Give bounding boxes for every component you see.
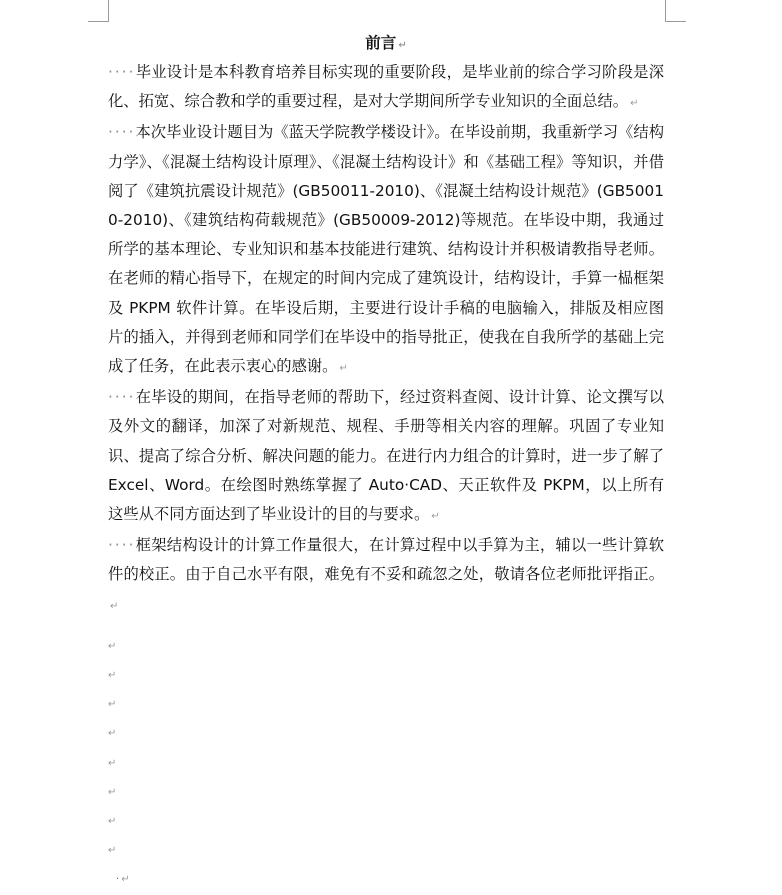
empty-paragraph	[108, 807, 664, 836]
crop-mark-top-right-vertical	[665, 0, 666, 22]
paragraph-mark: ↵	[630, 98, 639, 110]
paragraph-mark: ↵	[121, 874, 130, 886]
indent-marker: ····	[108, 388, 136, 407]
paragraph-mark: ↵	[108, 640, 117, 652]
paragraph-mark: ↵	[339, 363, 348, 375]
paragraph-mark: ↵	[110, 600, 119, 612]
empty-paragraph	[108, 749, 664, 778]
indent-marker: ····	[108, 536, 136, 555]
paragraph-2: ····本次毕业设计题目为《蓝天学院教学楼设计》。在毕设前期，我重新学习《结构力学》、《混凝土结构设计原理》、《混凝土结构设计》和《基础工程》等知识，并借阅了《建筑抗震设计规范》(GB50011-2010)、《混凝土结构设计规范》(GB50010-2010)、《建筑结构荷载规范》(GB50009-2012)等规范。在毕设中期，我通过所学的基本理论、专业知识和基本技能进行建筑、结构设计并积极请教指导老师。在老师的精心指导下，在规定的时间内完成了建筑设计，结构设计，手算一榀框架及 PKPM 软件计算。在毕设后期，主要进行设计手稿的电脑输入，排版及相应图片的插入，并得到老师和同学们在毕设中的指导批正，使我在自我所学的基础上完成了任务，在此表示衷心的感谢。 ↵	[108, 123, 664, 376]
empty-paragraph	[108, 632, 664, 661]
empty-paragraph	[108, 690, 664, 719]
empty-paragraph	[108, 661, 664, 690]
document-body[interactable]	[108, 28, 664, 895]
document-title: 前言 ↵	[365, 34, 407, 52]
paragraph-mark: ↵	[398, 40, 407, 51]
empty-paragraph	[108, 778, 664, 807]
paragraph-mark: ↵	[108, 757, 117, 769]
paragraph-mark: ↵	[108, 815, 117, 827]
paragraph-mark: ↵	[108, 670, 117, 682]
indent-marker: ····	[108, 63, 136, 81]
empty-paragraph	[108, 836, 664, 865]
indent-marker: ····	[108, 123, 136, 142]
paragraph-mark: ↵	[108, 845, 117, 857]
paragraph-mark: ↵	[431, 511, 440, 523]
paragraph-mark: ↵	[108, 699, 117, 711]
paragraph-mark: ↵	[108, 728, 117, 740]
paragraph-4: ····框架结构设计的计算工作量很大，在计算过程中以手算为主，辅以一些计算软件的校正。由于自己水平有限，难免有不妥和疏忽之处，敬请各位老师批评指正。↵	[108, 536, 664, 612]
empty-paragraphs	[108, 632, 664, 895]
paragraph-1: ····毕业设计是本科教育培养目标实现的重要阶段，是毕业前的综合学习阶段是深化、拓宽、综合教和学的重要过程，是对大学期间所学专业知识的全面总结。 ↵	[108, 63, 664, 111]
paragraph-3: ····在毕设的期间，在指导老师的帮助下，经过资料查阅、设计计算、论文撰写以及外文的翻译，加深了对新规范、规程、手册等相关内容的理解。巩固了专业知识、提高了综合分析、解决问题的能力。在进行内力组合的计算时，进一步了解了 Excel、Word。在绘图时熟练掌握了 Auto·CAD、天正软件及 PKPM，以上所有这些从不同方面达到了毕业设计的目的与要求。 ↵	[108, 388, 664, 524]
empty-paragraph	[108, 719, 664, 748]
final-paragraph: · ↵	[116, 874, 130, 886]
crop-mark-top-left-vertical	[108, 0, 109, 22]
crop-mark-top-left	[88, 21, 109, 22]
crop-mark-top-right	[665, 21, 686, 22]
paragraph-mark: ↵	[108, 786, 117, 798]
